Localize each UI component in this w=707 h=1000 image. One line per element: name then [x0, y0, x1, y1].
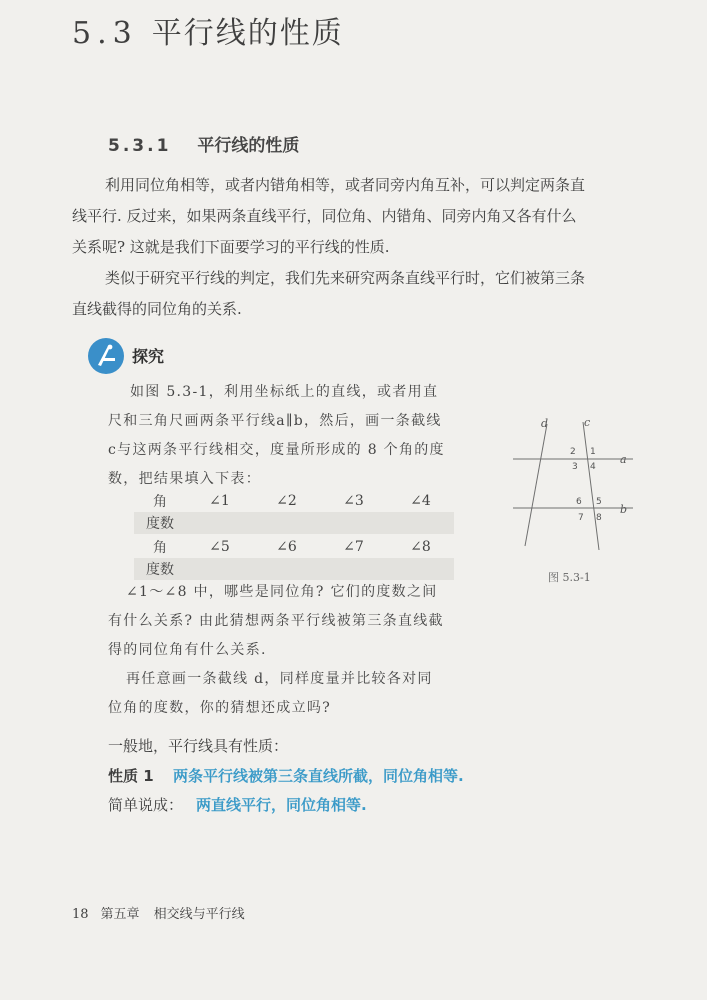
table-cell-empty[interactable]: [186, 558, 253, 580]
explore-line: 尺和三角尺画两条平行线a∥b，然后，画一条截线: [108, 413, 442, 429]
table-row: [134, 512, 454, 534]
table-cell-empty[interactable]: [320, 558, 387, 580]
simple-text: 两直线平行，同位角相等.: [196, 796, 367, 814]
explore-question-line: 得的同位角有什么关系.: [108, 642, 267, 658]
angle-label-7: 7: [578, 513, 584, 523]
explore-question-line: 再任意画一条截线 d，同样度量并比较各对同: [126, 671, 433, 687]
table-cell: ∠8: [410, 539, 431, 555]
table-cell-empty[interactable]: [253, 512, 320, 534]
table-row: [134, 490, 454, 512]
explore-questions: [108, 578, 444, 723]
table-cell: ∠5: [209, 539, 230, 555]
table-header: 角: [153, 540, 167, 556]
general-statement: 一般地，平行线具有性质：: [108, 737, 289, 755]
table-cell: ∠6: [276, 539, 297, 555]
second-paragraph: [72, 263, 585, 325]
angle-label-1: 1: [590, 447, 596, 457]
table-cell: ∠4: [410, 493, 431, 509]
explore-line: 数，把结果填入下表：: [108, 471, 261, 487]
section-number: 5.3.1: [108, 136, 172, 156]
explore-line: 如图 5.3-1，利用坐标纸上的直线，或者用直: [130, 384, 439, 400]
page-footer: [72, 903, 245, 922]
footer-chapter-title: 相交线与平行线: [153, 907, 245, 922]
table-header: 度数: [134, 512, 186, 534]
footer-chapter: 第五章: [100, 907, 140, 922]
explore-text: [108, 378, 445, 494]
table-header: 角: [153, 494, 167, 510]
table-cell-empty[interactable]: [253, 558, 320, 580]
table-cell: ∠1: [209, 493, 230, 509]
table-cell-empty[interactable]: [320, 512, 387, 534]
angle-table: [134, 490, 454, 580]
table-cell: ∠2: [276, 493, 297, 509]
chapter-title: [72, 8, 344, 52]
page-number: 18: [72, 907, 89, 922]
second-line: 直线截得的同位角的关系.: [72, 300, 242, 318]
table-row: [134, 536, 454, 558]
property-label: 性质 1: [108, 767, 154, 785]
section-title-text: 平行线的性质: [197, 136, 300, 156]
angle-label-8: 8: [596, 513, 602, 523]
label-b: b: [620, 503, 628, 516]
second-line: 类似于研究平行线的判定，我们先来研究两条直线平行时，它们被第三条: [105, 269, 586, 287]
intro-line: 利用同位角相等，或者内错角相等，或者同旁内角互补，可以判定两条直: [105, 176, 586, 194]
parallel-lines-figure: [505, 416, 635, 556]
explore-icon: [88, 338, 124, 374]
figure-caption: 图 5.3-1: [548, 571, 591, 584]
table-cell-empty[interactable]: [186, 512, 253, 534]
property-text: 两条平行线被第三条直线所截，同位角相等.: [173, 767, 464, 785]
angle-label-5: 5: [596, 497, 602, 507]
intro-line: 线平行. 反过来，如果两条直线平行，同位角、内错角、同旁内角又各有什么: [72, 207, 577, 225]
angle-label-4: 4: [590, 462, 596, 472]
line-d: [525, 424, 547, 546]
chapter-title-text: 平行线的性质: [151, 16, 344, 51]
table-header: 度数: [134, 558, 186, 580]
table-cell-empty[interactable]: [387, 512, 454, 534]
explore-question-line: ∠1～∠8 中，哪些是同位角? 它们的度数之间: [126, 584, 438, 600]
table-cell: ∠3: [343, 493, 364, 509]
explore-question-line: 有什么关系? 由此猜想两条平行线被第三条直线截: [108, 613, 444, 629]
angle-label-6: 6: [576, 497, 582, 507]
label-c: c: [584, 416, 591, 429]
section-title: [108, 131, 299, 156]
label-a: a: [620, 453, 627, 466]
explore-question-line: 位角的度数，你的猜想还成立吗?: [108, 700, 332, 716]
angle-label-3: 3: [572, 462, 578, 472]
simple-label: 简单说成：: [108, 796, 184, 814]
table-row: [134, 558, 454, 580]
table-cell-empty[interactable]: [387, 558, 454, 580]
chapter-number: 5.3: [72, 16, 138, 51]
explore-line: c与这两条平行线相交，度量所形成的 8 个角的度: [108, 442, 445, 458]
label-d: d: [541, 417, 549, 430]
table-cell: ∠7: [343, 539, 364, 555]
explore-label: 探究: [132, 347, 165, 366]
line-c: [583, 422, 599, 550]
intro-paragraph: [72, 170, 585, 263]
angle-label-2: 2: [570, 447, 576, 457]
intro-line: 关系呢? 这就是我们下面要学习的平行线的性质.: [72, 238, 390, 256]
